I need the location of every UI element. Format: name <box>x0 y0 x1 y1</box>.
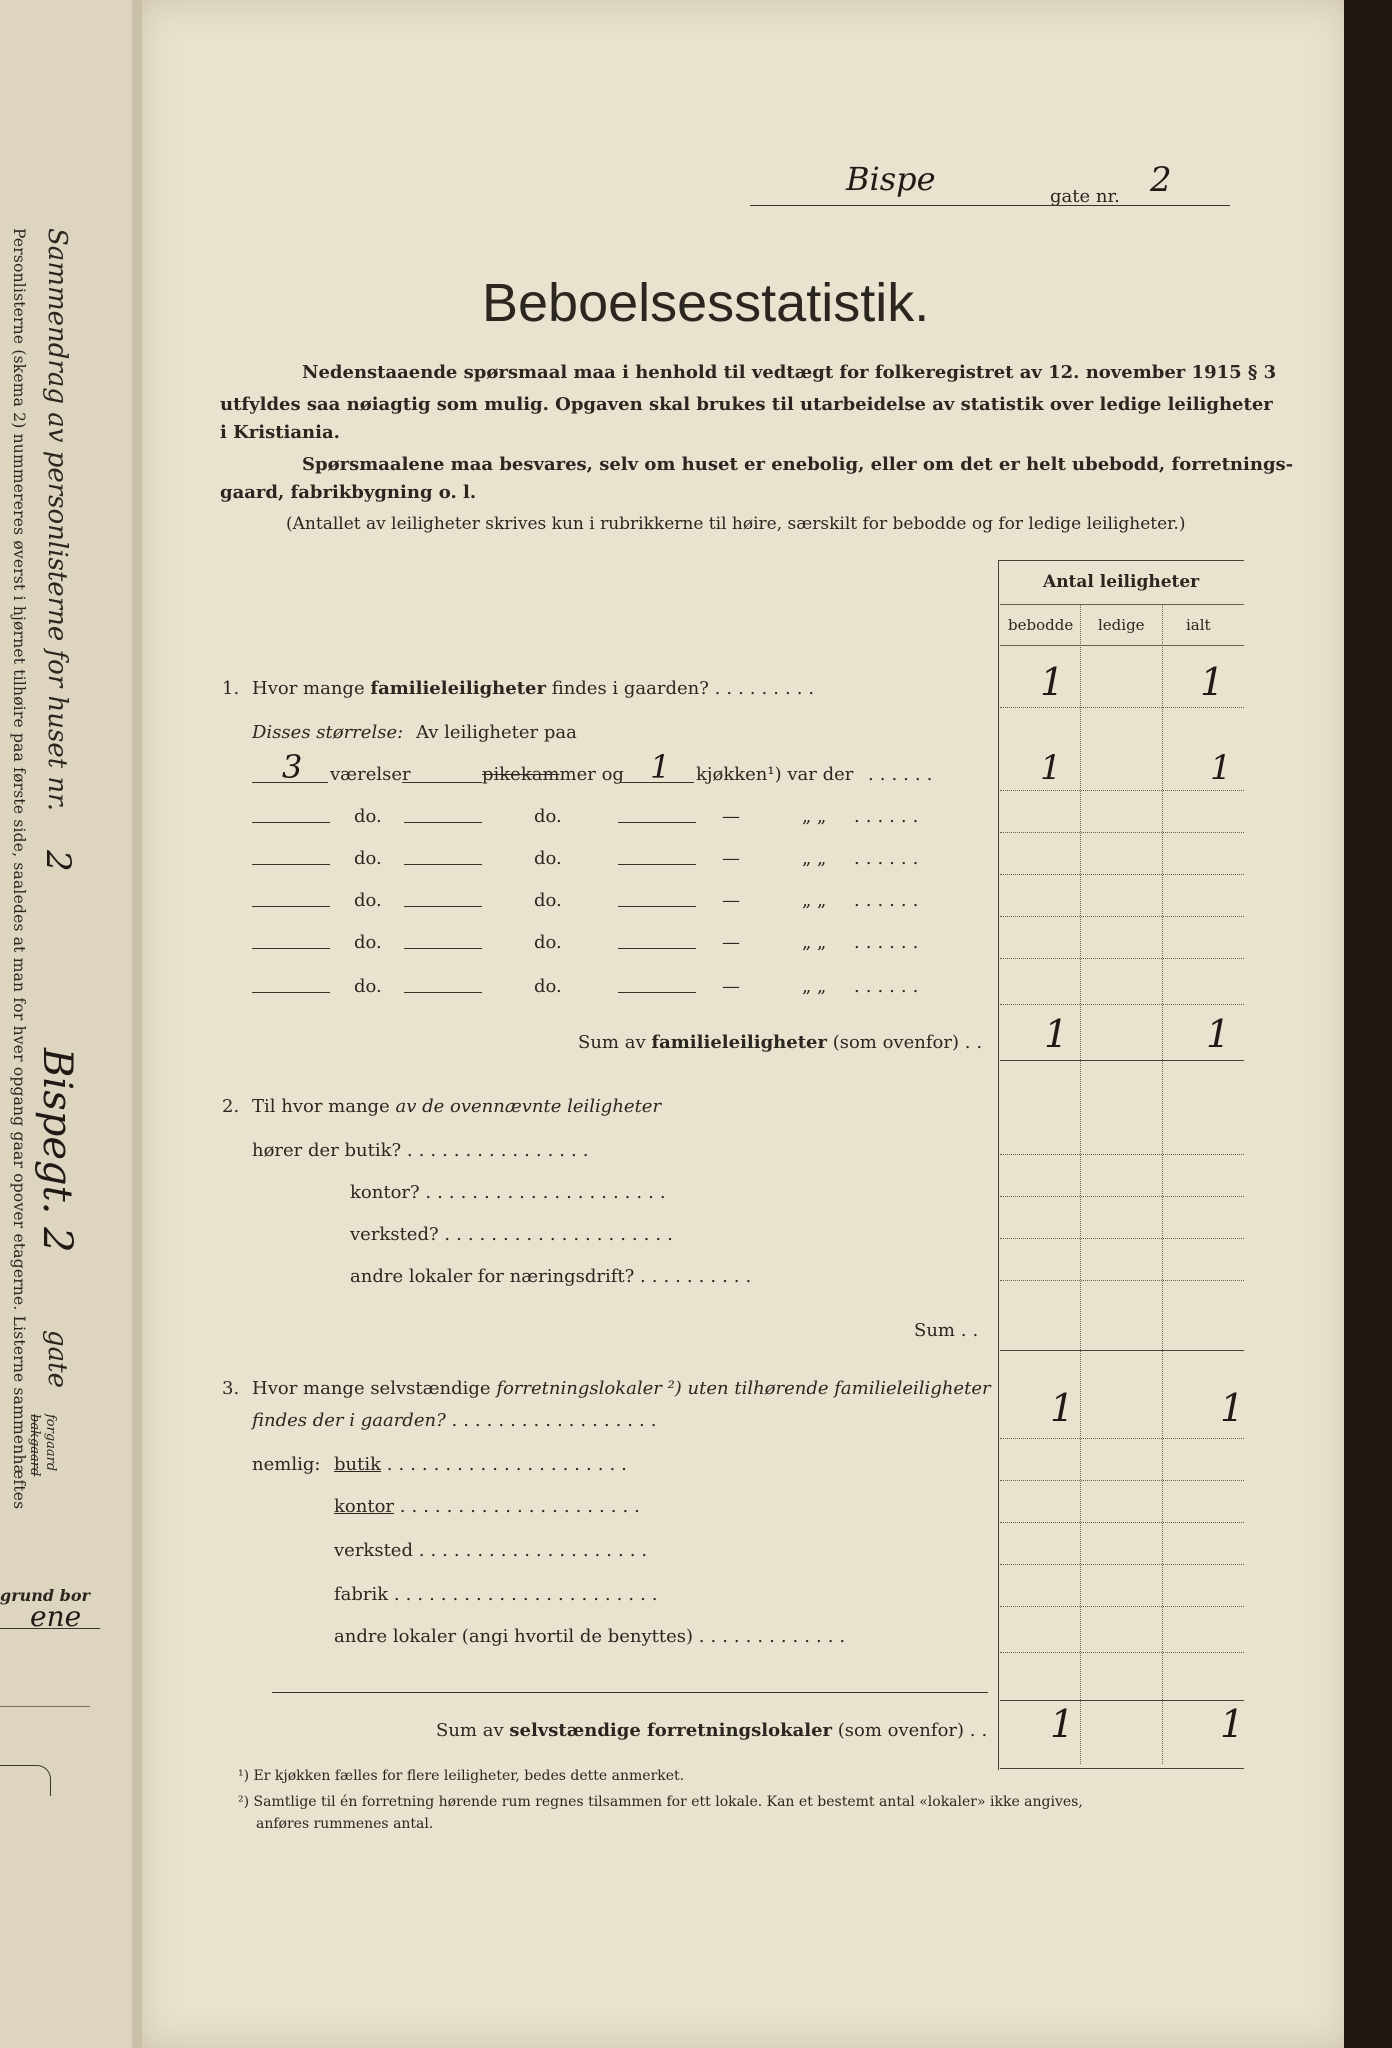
header-gate-nr-value: 2 <box>1150 160 1172 200</box>
table-rule-sum1 <box>1000 1060 1244 1061</box>
header-street: Bispe <box>846 160 936 198</box>
do-label: do. <box>534 848 562 869</box>
q2-butik-text: hører der butik? <box>252 1140 402 1161</box>
q3-verksted: verksted .................... <box>334 1540 654 1561</box>
q1-row1-pike-line <box>402 782 482 783</box>
q1-row1-ialt: 1 <box>1210 748 1232 788</box>
do-label: do. <box>354 976 382 997</box>
blank-line <box>618 948 696 949</box>
table-top-border <box>998 560 1244 561</box>
q1-size-label: Disses størrelse: <box>252 722 404 743</box>
table-left-border <box>998 560 999 1770</box>
dash: — <box>722 890 740 911</box>
q1-sum-b: familieleiligheter <box>651 1032 827 1053</box>
table-col-divider-1 <box>1080 604 1081 1764</box>
table-rule-bottom <box>1000 1768 1244 1769</box>
q2-verksted-text: verksted? <box>350 1224 439 1245</box>
footnote-1: ¹) Er kjøkken fælles for flere leiligheter, bedes dette anmerket. <box>238 1768 685 1784</box>
intro-p2-l1: Spørsmaalene maa besvares, selv om huset er enebolig, eller om det er helt ubebodd, forretnings- <box>302 454 1294 475</box>
table-rule <box>1000 832 1244 833</box>
q1-do-row <box>250 890 980 920</box>
table-rule <box>1000 1438 1244 1439</box>
do-label: do. <box>354 932 382 953</box>
q2-text <box>252 1096 661 1117</box>
blank-line <box>252 948 330 949</box>
q3-ialt: 1 <box>1220 1386 1245 1430</box>
ditto-quote: „ „ <box>802 932 827 953</box>
table-rule <box>1000 1196 1244 1197</box>
blank-line <box>618 906 696 907</box>
q1-size-text: Av leiligheter paa <box>416 722 577 743</box>
dash: — <box>722 976 740 997</box>
footnote-2-l2: anføres rummenes antal. <box>256 1816 434 1832</box>
dots: ...... <box>854 806 925 827</box>
q1-text-a: Hvor mange <box>252 678 365 699</box>
dash: — <box>722 932 740 953</box>
table-rule <box>1000 1280 1244 1281</box>
q3-number: 3. <box>222 1378 240 1399</box>
table-rule <box>1000 1522 1244 1523</box>
q3-bebodde: 1 <box>1050 1386 1075 1430</box>
table-rule <box>1000 1154 1244 1155</box>
intro-p1-l1: Nedenstaaende spørsmaal maa i henhold til vedtægt for folkeregistret av 12. november 1915 § 3 <box>302 362 1277 383</box>
q1-do-row <box>250 976 980 1006</box>
q3-fabrik-text: fabrik <box>334 1584 389 1605</box>
table-rule <box>1000 1480 1244 1481</box>
table-col-bebodde: bebodde <box>1008 616 1074 634</box>
blank-line <box>404 822 482 823</box>
q1-sum-c: (som ovenfor) <box>832 1032 959 1053</box>
left-flap-bakgaard: bakgaard <box>27 1414 42 1477</box>
left-flap-street: Bispegt. 2 <box>34 1048 80 1253</box>
q3-andre: andre lokaler (angi hvortil de benyttes) ............. <box>334 1626 852 1647</box>
intro-p3: (Antallet av leiligheter skrives kun i rubrikkerne til høire, særskilt for bebodde og for ledige leiligheter.) <box>286 514 1186 534</box>
left-flap-instructions: Personlisterne (skema 2) nummereres øverst i hjørnet tilhøire paa første side, saaledes at man for hver opgang gaar opover etagerne. Listerne sammenhæftes <box>10 228 28 1510</box>
q3-andre-line <box>272 1692 988 1693</box>
header-rule <box>750 205 1230 206</box>
table-rule <box>1000 1606 1244 1607</box>
page-title: Beboelsesstatistik. <box>482 273 930 333</box>
blank-line <box>618 992 696 993</box>
q2-sum-text: Sum <box>914 1320 955 1341</box>
blank-line <box>404 992 482 993</box>
left-flap-title <box>42 228 72 811</box>
do-label: do. <box>354 848 382 869</box>
left-flap-house-no: 2 <box>38 850 78 872</box>
ditto-quote: „ „ <box>802 890 827 911</box>
fold-shadow <box>132 0 142 2048</box>
q1-row1-bebodde: 1 <box>1040 748 1062 788</box>
q1-row1-rooms-label: værelser <box>330 764 411 785</box>
table-rule <box>1000 1652 1244 1653</box>
q1-text-c: findes i gaarden? <box>551 678 709 699</box>
q1-row1-kitchen-label: kjøkken¹) var der <box>696 764 854 785</box>
table-header-rule <box>1000 604 1244 605</box>
table-col-divider-2 <box>1162 604 1163 1764</box>
q3-text-a: Hvor mange selvstændige <box>252 1378 491 1399</box>
do-label: do. <box>534 806 562 827</box>
do-label: do. <box>354 890 382 911</box>
blank-line <box>404 864 482 865</box>
left-flap-rule-2 <box>0 1706 90 1707</box>
blank-line <box>252 822 330 823</box>
left-flap-grund-value: ene <box>30 1600 82 1633</box>
q3-text-b: forretningslokaler ²) uten tilhørende familieleiligheter <box>496 1378 991 1399</box>
q1-row1-rooms: 3 <box>282 748 303 786</box>
table-rule-sum2 <box>1000 1350 1244 1351</box>
q1-row1-rooms-line <box>252 782 328 783</box>
blank-line <box>618 822 696 823</box>
left-flap-mark <box>0 1765 51 1796</box>
blank-line <box>404 906 482 907</box>
dots: ...... <box>854 848 925 869</box>
table-rule <box>1000 958 1244 959</box>
blank-line <box>618 864 696 865</box>
q1-row1-pike-label: pikekammer og <box>482 764 624 785</box>
blank-line <box>252 906 330 907</box>
do-label: do. <box>354 806 382 827</box>
q3-fabrik: fabrik ....................... <box>334 1584 664 1605</box>
q2-verksted: verksted? .................... <box>350 1224 679 1245</box>
intro-p1-l2: utfyldes saa nøiagtig som mulig. Opgaven skal brukes til utarbeidelse av statistik over ledige leiligheter <box>220 394 1273 415</box>
ditto-quote: „ „ <box>802 848 827 869</box>
table-rule <box>1000 1238 1244 1239</box>
table-col-ialt: ialt <box>1186 616 1211 634</box>
blank-line <box>252 864 330 865</box>
q2-sum: Sum .. <box>914 1320 985 1341</box>
q3-butik-text: butik <box>334 1454 382 1475</box>
left-flap-rule <box>0 1628 100 1629</box>
table-rule <box>1000 874 1244 875</box>
q3-nemlig: nemlig: <box>252 1454 321 1475</box>
q1-row1-kitchen-line <box>620 782 694 783</box>
q3-sum-a: Sum av <box>436 1720 504 1741</box>
left-flap-forgaard: forgaard <box>43 1414 58 1472</box>
q3-verksted-text: verksted <box>334 1540 413 1561</box>
do-label: do. <box>534 890 562 911</box>
q1-text: Hvor mange familieleiligheter findes i gaarden? ......... <box>252 678 821 699</box>
q3-sum-ialt: 1 <box>1220 1702 1245 1746</box>
left-flap-gate-label: gate <box>42 1330 72 1388</box>
q1-bebodde: 1 <box>1040 660 1065 704</box>
q1-number: 1. <box>222 678 240 699</box>
q3-text-c-wrap: findes der i gaarden? .................. <box>252 1410 663 1431</box>
q2-text-b: av de ovennævnte leiligheter <box>395 1096 662 1117</box>
intro-p2-l2: gaard, fabrikbygning o. l. <box>220 482 477 503</box>
q1-text-b: familieleiligheter <box>370 678 546 699</box>
table-rule <box>1000 707 1244 708</box>
q2-text-a: Til hvor mange <box>252 1096 390 1117</box>
left-flap-title-text: Sammendrag av personlisterne for huset nr. <box>42 228 72 812</box>
dots: ...... <box>854 976 925 997</box>
q2-butik: hører der butik? ................ <box>252 1140 595 1161</box>
do-label: do. <box>534 932 562 953</box>
table-header-bottom <box>1000 645 1244 646</box>
page-edge <box>1344 0 1392 2048</box>
q2-kontor: kontor? ..................... <box>350 1182 672 1203</box>
blank-line <box>252 992 330 993</box>
blank-line <box>404 948 482 949</box>
dash: — <box>722 806 740 827</box>
footnote-2-l1: ²) Samtlige til én forretning hørende rum regnes tilsammen for ett lokale. Kan et bestemt antal «lokaler» ikke angives, <box>238 1794 1083 1810</box>
q2-andre: andre lokaler for næringsdrift? .......... <box>350 1266 758 1287</box>
q2-andre-text: andre lokaler for næringsdrift? <box>350 1266 635 1287</box>
intro-p1-l3: i Kristiania. <box>220 422 340 443</box>
q1-sum-ialt: 1 <box>1206 1012 1231 1056</box>
do-label: do. <box>534 976 562 997</box>
q1-row1-kitchen: 1 <box>650 748 671 786</box>
q1-sum-label: Sum av familieleiligheter (som ovenfor) .. <box>578 1032 989 1053</box>
q2-kontor-text: kontor? <box>350 1182 420 1203</box>
q3-sum-c: (som ovenfor) <box>837 1720 965 1741</box>
q3-sum-bebodde: 1 <box>1050 1702 1075 1746</box>
q3-text <box>252 1378 991 1399</box>
table-rule <box>1000 1564 1244 1565</box>
q1-sum-a: Sum av <box>578 1032 646 1053</box>
q3-sum-label: Sum av selvstændige forretningslokaler (som ovenfor) .. <box>436 1720 994 1741</box>
table-rule <box>1000 1004 1244 1005</box>
q2-number: 2. <box>222 1096 240 1117</box>
q1-ialt: 1 <box>1200 660 1225 704</box>
q3-kontor-text: kontor <box>334 1496 395 1517</box>
q1-do-row <box>250 806 980 836</box>
q1-do-row <box>250 848 980 878</box>
header-gate-nr-label: gate nr. <box>1050 186 1120 207</box>
dash: — <box>722 848 740 869</box>
q3-butik: butik ..................... <box>334 1454 633 1475</box>
table-rule <box>1000 790 1244 791</box>
q3-sum-b: selvstændige forretningslokaler <box>509 1720 833 1741</box>
ditto-quote: „ „ <box>802 806 827 827</box>
q3-andre-text: andre lokaler (angi hvortil de benyttes) <box>334 1626 694 1647</box>
q3-text-c: findes der i gaarden? <box>252 1410 446 1431</box>
table-rule <box>1000 916 1244 917</box>
dots: ...... <box>854 890 925 911</box>
table-header-title: Antal leiligheter <box>1043 572 1200 592</box>
table-col-ledige: ledige <box>1098 616 1145 634</box>
table-rule-sum3 <box>1000 1700 1244 1701</box>
q1-row1-dots: ...... <box>868 764 939 785</box>
q3-kontor: kontor ..................... <box>334 1496 646 1517</box>
dots: ...... <box>854 932 925 953</box>
q1-sum-bebodde: 1 <box>1044 1012 1069 1056</box>
ditto-quote: „ „ <box>802 976 827 997</box>
q1-do-row <box>250 932 980 962</box>
left-flap-grund-bor: grund bor <box>0 1586 90 1605</box>
